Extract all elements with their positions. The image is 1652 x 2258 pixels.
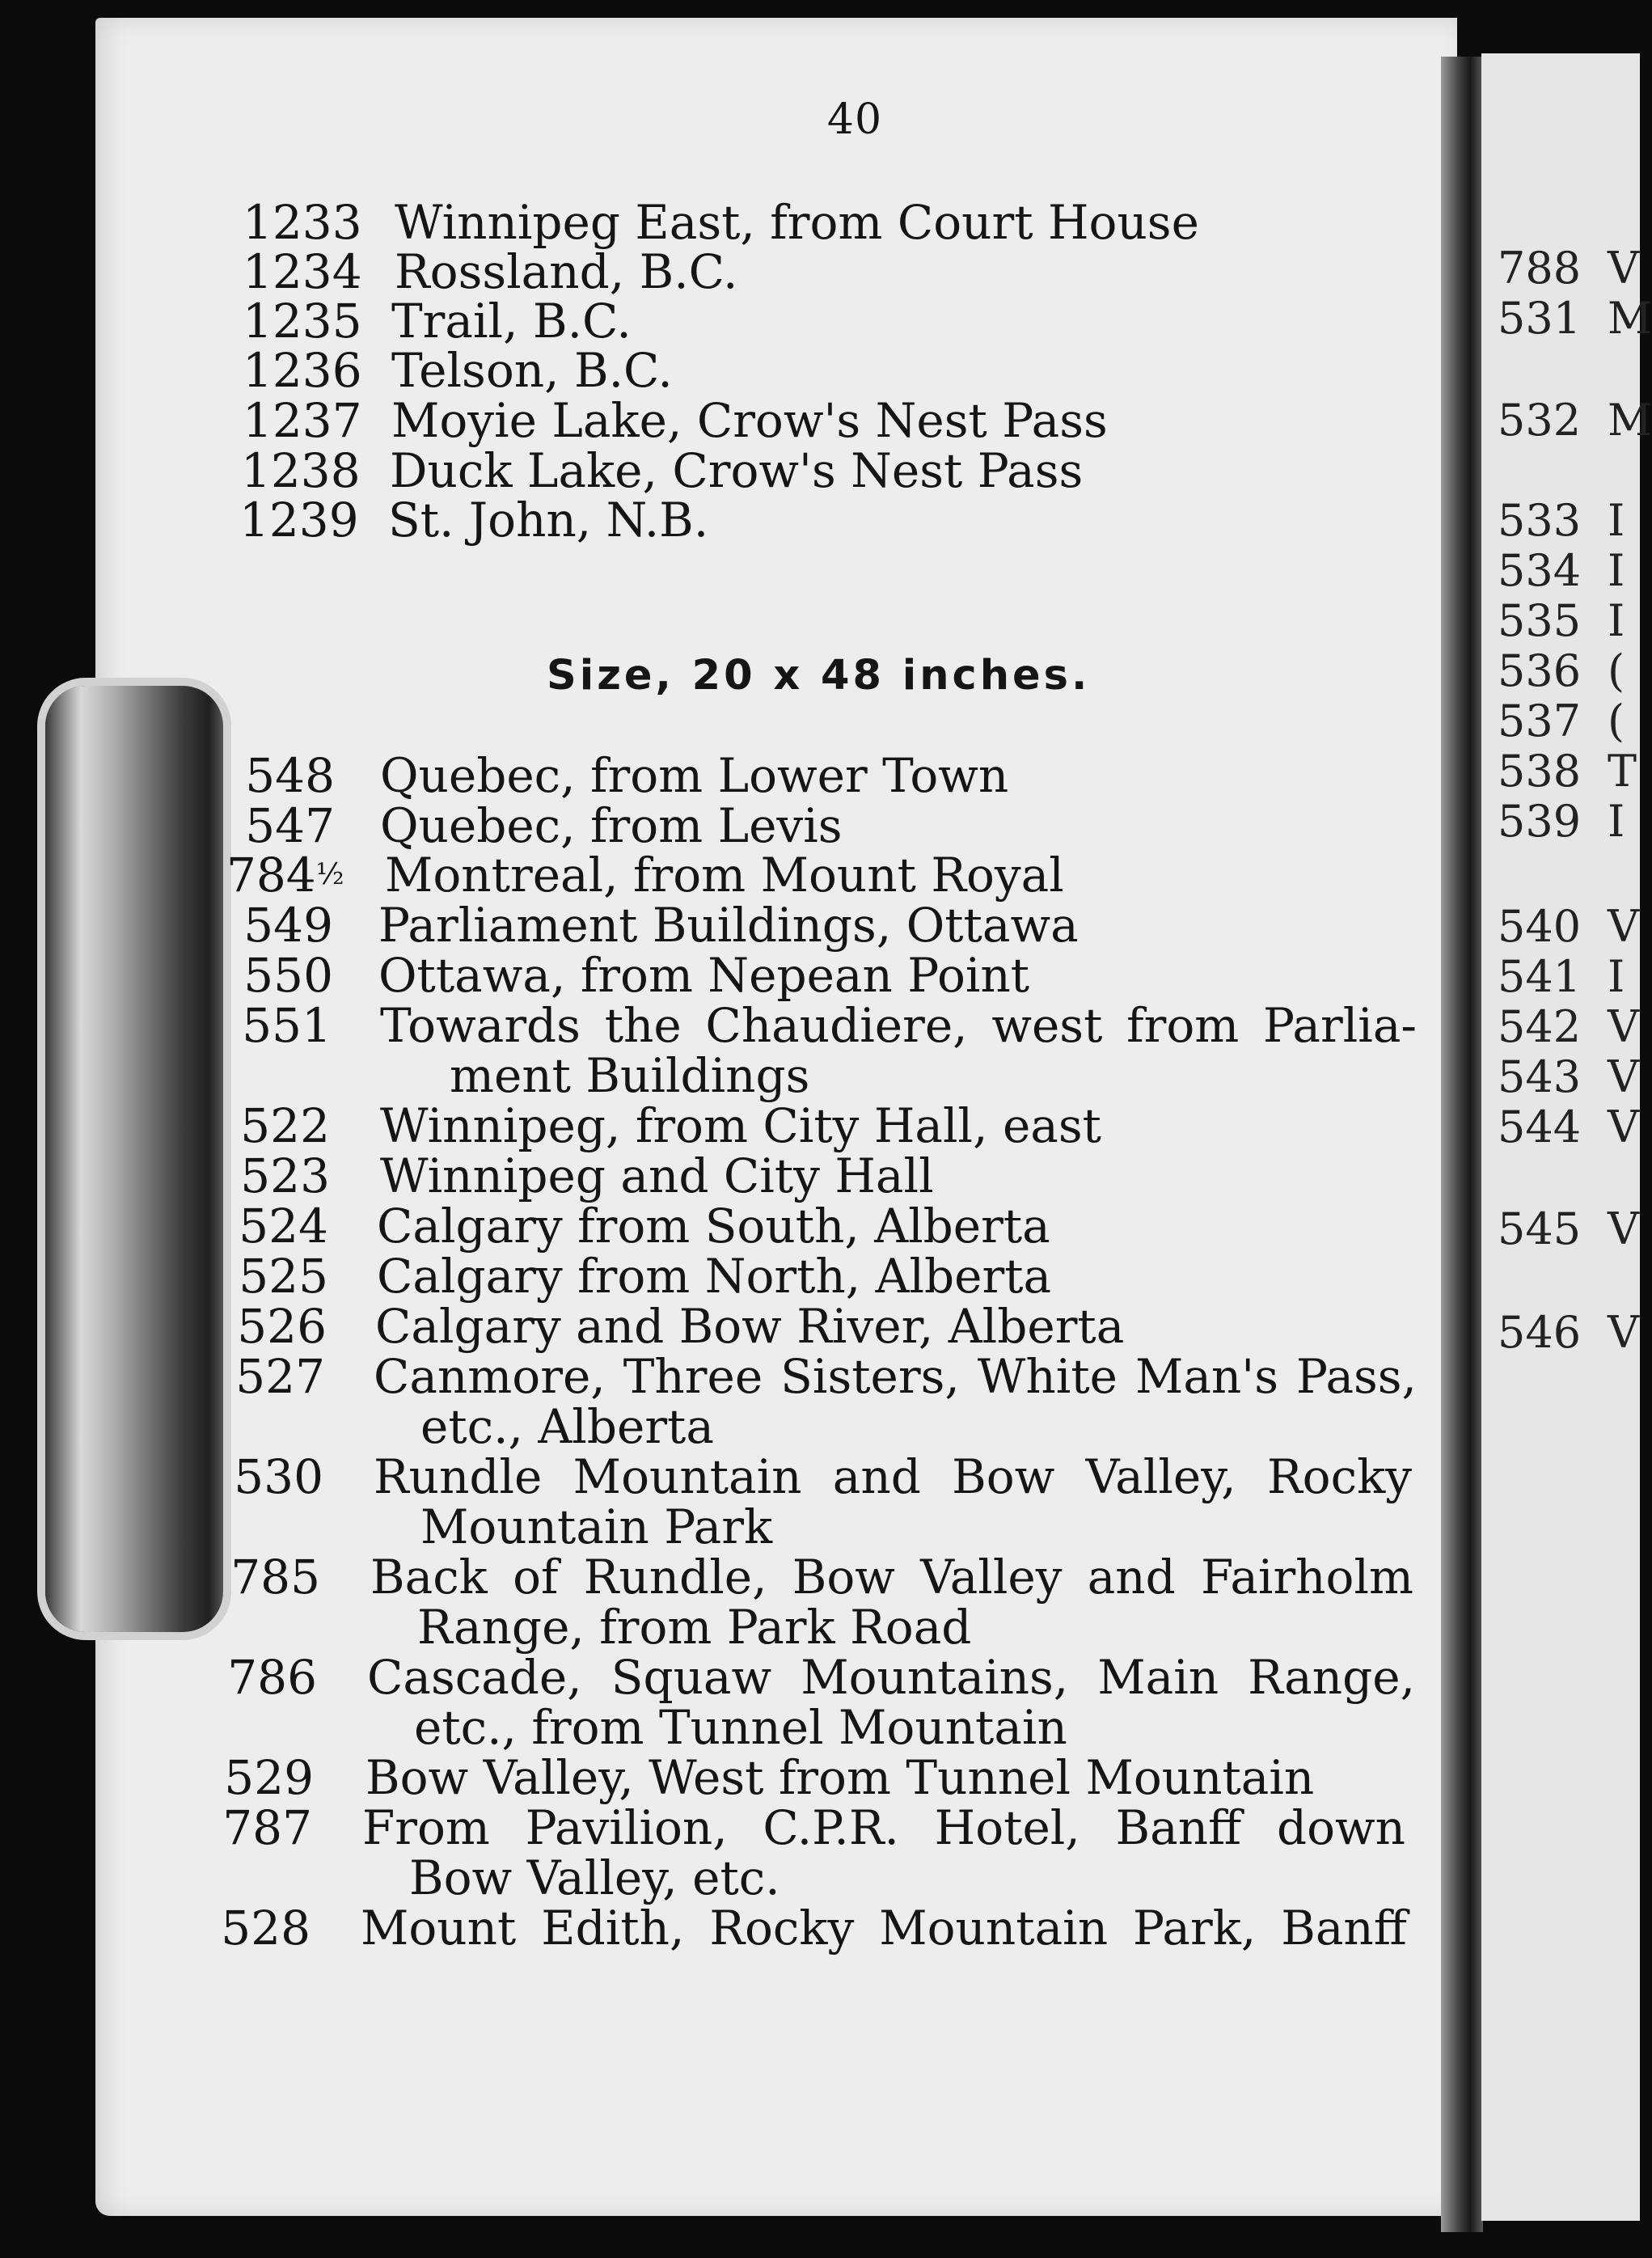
right-item-stub: V: [1608, 1307, 1639, 1358]
item-title: Trail, B.C.: [391, 294, 632, 349]
item-number: 785: [230, 1550, 320, 1605]
item-number: 1236: [243, 343, 362, 398]
item-title-line2: Bow Valley, etc.: [409, 1850, 780, 1905]
right-item-stub: V: [1608, 1051, 1639, 1102]
item-number: 549: [243, 898, 333, 953]
right-item-number: 531: [1498, 293, 1582, 344]
book-gutter: [1441, 57, 1483, 2232]
item-title: Winnipeg East, from Court House: [395, 195, 1199, 250]
item-title-line1: Back of Rundle, Bow Valley and Fairholm: [370, 1550, 1413, 1605]
right-item-stub: V: [1608, 243, 1639, 294]
item-title: Duck Lake, Crow's Nest Pass: [390, 443, 1084, 498]
item-title: Ottawa, from Nepean Point: [378, 948, 1030, 1003]
item-number: 786: [227, 1650, 317, 1705]
item-number: 551: [242, 998, 332, 1053]
item-number: 787: [222, 1800, 312, 1855]
item-number: [226, 848, 344, 903]
item-title: [374, 1351, 1417, 1452]
right-item-stub: V: [1608, 901, 1639, 952]
item-title: [367, 1652, 1415, 1753]
right-item-number: 541: [1498, 951, 1582, 1002]
item-number: 550: [243, 948, 333, 1003]
right-item-stub: V: [1608, 1102, 1639, 1152]
item-title: Calgary from North, Alberta: [377, 1249, 1052, 1304]
item-number: 526: [237, 1299, 327, 1354]
item-title: Telson, B.C.: [391, 343, 673, 398]
right-item-number: 539: [1498, 796, 1582, 847]
right-item-number: 537: [1498, 696, 1582, 746]
item-number: 548: [245, 748, 335, 803]
item-number: 1234: [243, 244, 362, 299]
item-title: Moyie Lake, Crow's Nest Pass: [391, 393, 1108, 448]
item-title: Quebec, from Lower Town: [380, 748, 1009, 803]
item-title: Bow Valley, West from Tunnel Mountain: [365, 1750, 1315, 1805]
right-item-stub: I: [1608, 545, 1625, 596]
page-number: [0, 95, 1640, 144]
item-title: St. John, N.B.: [388, 493, 709, 548]
item-title-line1: Canmore, Three Sisters, White Man's Pass,: [374, 1349, 1417, 1404]
item-number: 1233: [243, 195, 362, 250]
right-item-number: 546: [1498, 1307, 1582, 1358]
item-number: 1235: [243, 294, 362, 349]
item-title: [361, 1901, 1407, 1956]
item-number: 523: [240, 1148, 330, 1203]
right-item-stub: (: [1608, 696, 1625, 746]
right-item-stub: M: [1608, 293, 1652, 344]
right-item-stub: V: [1608, 1203, 1639, 1254]
item-number: 524: [239, 1199, 328, 1254]
item-title-line1: Mount Edith, Rocky Mountain Park, Banff: [361, 1901, 1407, 1956]
right-item-number: 536: [1498, 645, 1582, 696]
item-title: Montreal, from Mount Royal: [385, 848, 1064, 903]
item-title: Quebec, from Levis: [380, 798, 843, 853]
binding-clip: [45, 686, 223, 1632]
right-item-stub: I: [1608, 796, 1625, 847]
item-title: Calgary and Bow River, Alberta: [375, 1299, 1125, 1354]
item-title-line2: Range, from Park Road: [417, 1600, 972, 1655]
item-number: 529: [224, 1750, 314, 1805]
item-title-line2: etc., Alberta: [420, 1399, 714, 1454]
item-title-line1: From Pavilion, C.P.R. Hotel, Banff down: [362, 1800, 1405, 1855]
item-title: Winnipeg and City Hall: [380, 1148, 934, 1203]
item-title: Parliament Buildings, Ottawa: [378, 898, 1079, 953]
right-item-number: 538: [1498, 746, 1582, 797]
item-title: Calgary from South, Alberta: [377, 1199, 1050, 1254]
right-item-stub: I: [1608, 595, 1625, 646]
right-item-number: 543: [1498, 1051, 1582, 1102]
item-number: 1238: [241, 443, 361, 498]
right-item-number: 532: [1498, 395, 1582, 446]
item-title-line1: Rundle Mountain and Bow Valley, Rocky: [374, 1449, 1412, 1504]
item-title-line2: Mountain Park: [420, 1499, 773, 1554]
item-title-line2: ment Buildings: [450, 1048, 810, 1103]
item-number: 522: [240, 1098, 330, 1153]
page-number-text: 40: [826, 95, 883, 144]
item-number: 547: [245, 798, 335, 853]
item-title: Rossland, B.C.: [395, 244, 738, 299]
right-item-stub: T: [1608, 746, 1637, 797]
item-number-fraction: ½: [315, 858, 344, 891]
right-item-stub: M: [1608, 395, 1652, 446]
right-item-number: 788: [1498, 243, 1582, 294]
right-item-number: 533: [1498, 495, 1582, 546]
right-item-stub: (: [1608, 645, 1625, 696]
item-number: 1237: [243, 393, 362, 448]
right-item-number: 545: [1498, 1203, 1582, 1254]
item-title-line2: etc., from Tunnel Mountain: [414, 1700, 1067, 1755]
item-number: 528: [221, 1901, 311, 1956]
item-title: [362, 1800, 1405, 1905]
right-item-stub: I: [1608, 951, 1625, 1002]
item-title-line1: Cascade, Squaw Mountains, Main Range,: [367, 1650, 1415, 1705]
right-item-stub: V: [1608, 1001, 1639, 1052]
right-item-stub: I: [1608, 495, 1625, 546]
item-title: [374, 1449, 1412, 1554]
item-number: 527: [235, 1349, 325, 1404]
item-number: 530: [234, 1449, 323, 1504]
item-title: Winnipeg, from City Hall, east: [380, 1098, 1101, 1153]
item-title: [370, 1550, 1413, 1655]
item-number-main: 784: [226, 848, 316, 903]
right-item-number: 542: [1498, 1001, 1582, 1052]
section-heading: Size, 20 x 48 inches.: [547, 652, 1091, 700]
right-item-number: 535: [1498, 595, 1582, 646]
item-number: 525: [239, 1249, 328, 1304]
right-item-number: 540: [1498, 901, 1582, 952]
item-number: 1239: [239, 493, 359, 548]
right-item-number: 534: [1498, 545, 1582, 596]
item-title-line1: Towards the Chaudiere, west from Parlia-: [380, 998, 1417, 1053]
item-title: [380, 1000, 1417, 1101]
right-item-number: 544: [1498, 1102, 1582, 1152]
